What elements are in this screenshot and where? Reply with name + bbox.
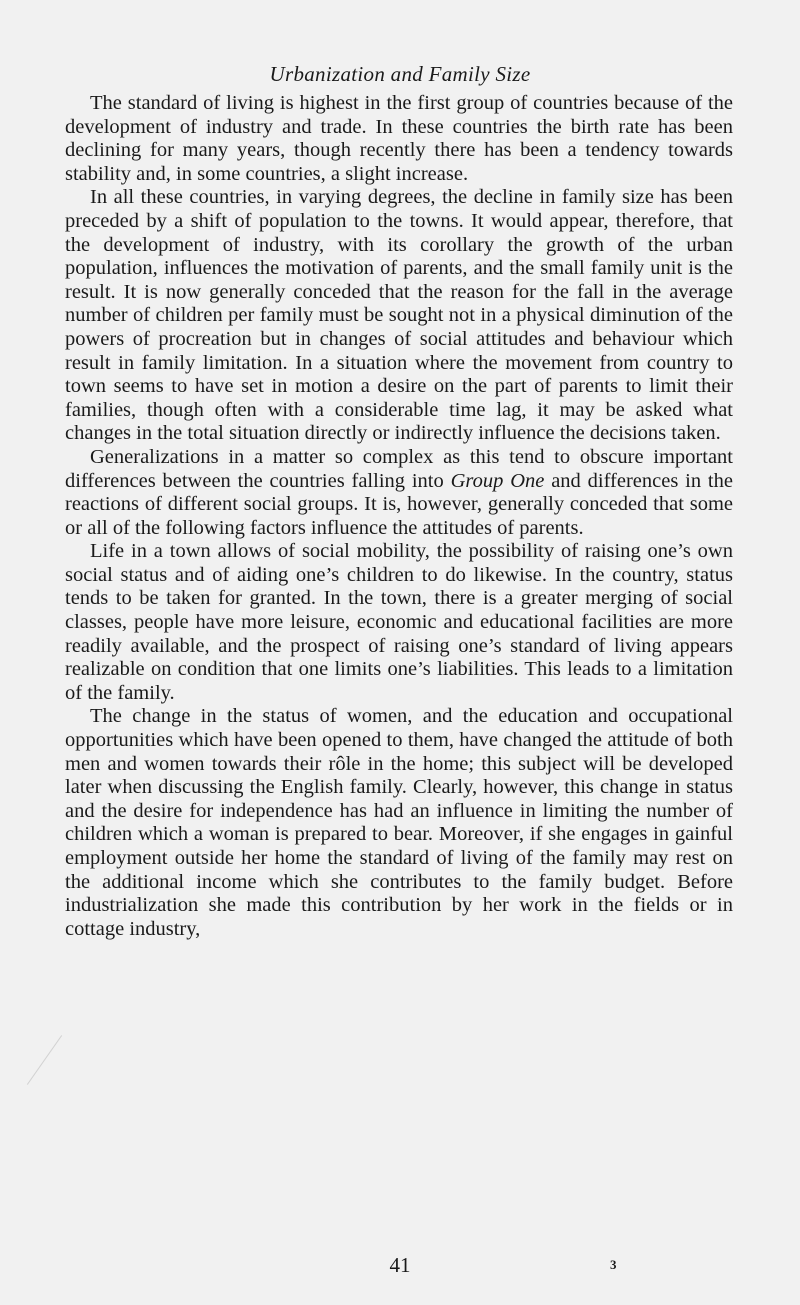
paragraph-3-text-b: and differences in the reactions of different social groups. It is, however, generally conceded that some or all of the following factors influence the attitudes of parents. <box>65 469 733 539</box>
running-head: Urbanization and Family Size <box>269 62 531 86</box>
scan-smudge <box>27 1035 62 1085</box>
paragraph-4 <box>65 540 733 705</box>
paragraph-4-text: Life in a town allows of social mobility, the possibility of raising one’s own social status and of aiding one’s children to do likewise. In the country, status tends to be taken for granted. In the town, there is a greater merging of social classes, people have more leisure, economic and educational facilities are more readily available, and the prospect of raising one’s standard of living appears realizable on condition that one limits one’s liabilities. This leads to a limitation of the family. <box>65 540 733 704</box>
paragraph-3 <box>65 446 733 540</box>
paragraph-2-text: In all these countries, in varying degrees, the decline in family size has been preceded by a shift of population to the towns. It would appear, therefore, that the development of industry, with its corollary the growth of the urban population, influences the motivation of parents, and the small family unit is the result. It is now generally conceded that the reason for the fall in the average number of children per family must be sought not in a physical diminution of the powers of procreation but in changes of social attitudes and behaviour which result in family limitation. In a situation where the movement from country to town seems to have set in motion a desire on the part of parents to limit their families, though often with a considerable time lag, it may be asked what changes in the total situation directly or indirectly influence the decisions taken. <box>65 186 733 445</box>
paragraph-5-text: The change in the status of women, and the education and occupational opportunities which have been opened to them, have changed the attitude of both men and women towards their rôle in the home; this subject will be developed later when discussing the English family. Clearly, however, this change in status and the desire for independence has had an influence in limiting the number of children which a woman is prepared to bear. Moreover, if she engages in gainful employment outside her home the standard of living of the family may rest on the additional income which she contributes to the family budget. Before industrialization she made this contribution by her work in the fields or in cottage industry, <box>65 705 733 940</box>
body-text <box>65 92 733 941</box>
page-number: 41 <box>389 1253 411 1277</box>
paragraph-1-text: The standard of living is highest in the first group of countries because of the development of industry and trade. In these countries the birth rate has been declining for many years, though recently there has been a tendency towards stability and, in some countries, a slight increase. <box>65 92 733 185</box>
paragraph-5 <box>65 705 733 941</box>
paragraph-2 <box>65 186 733 446</box>
signature-mark: 3 <box>610 1257 617 1272</box>
paragraph-3-italic-term: Group One <box>450 469 545 492</box>
paragraph-3-text-a: Generalizations in a matter so complex as this tend to obscure important differences between the countries falling into <box>65 445 733 492</box>
paragraph-1 <box>65 92 733 186</box>
